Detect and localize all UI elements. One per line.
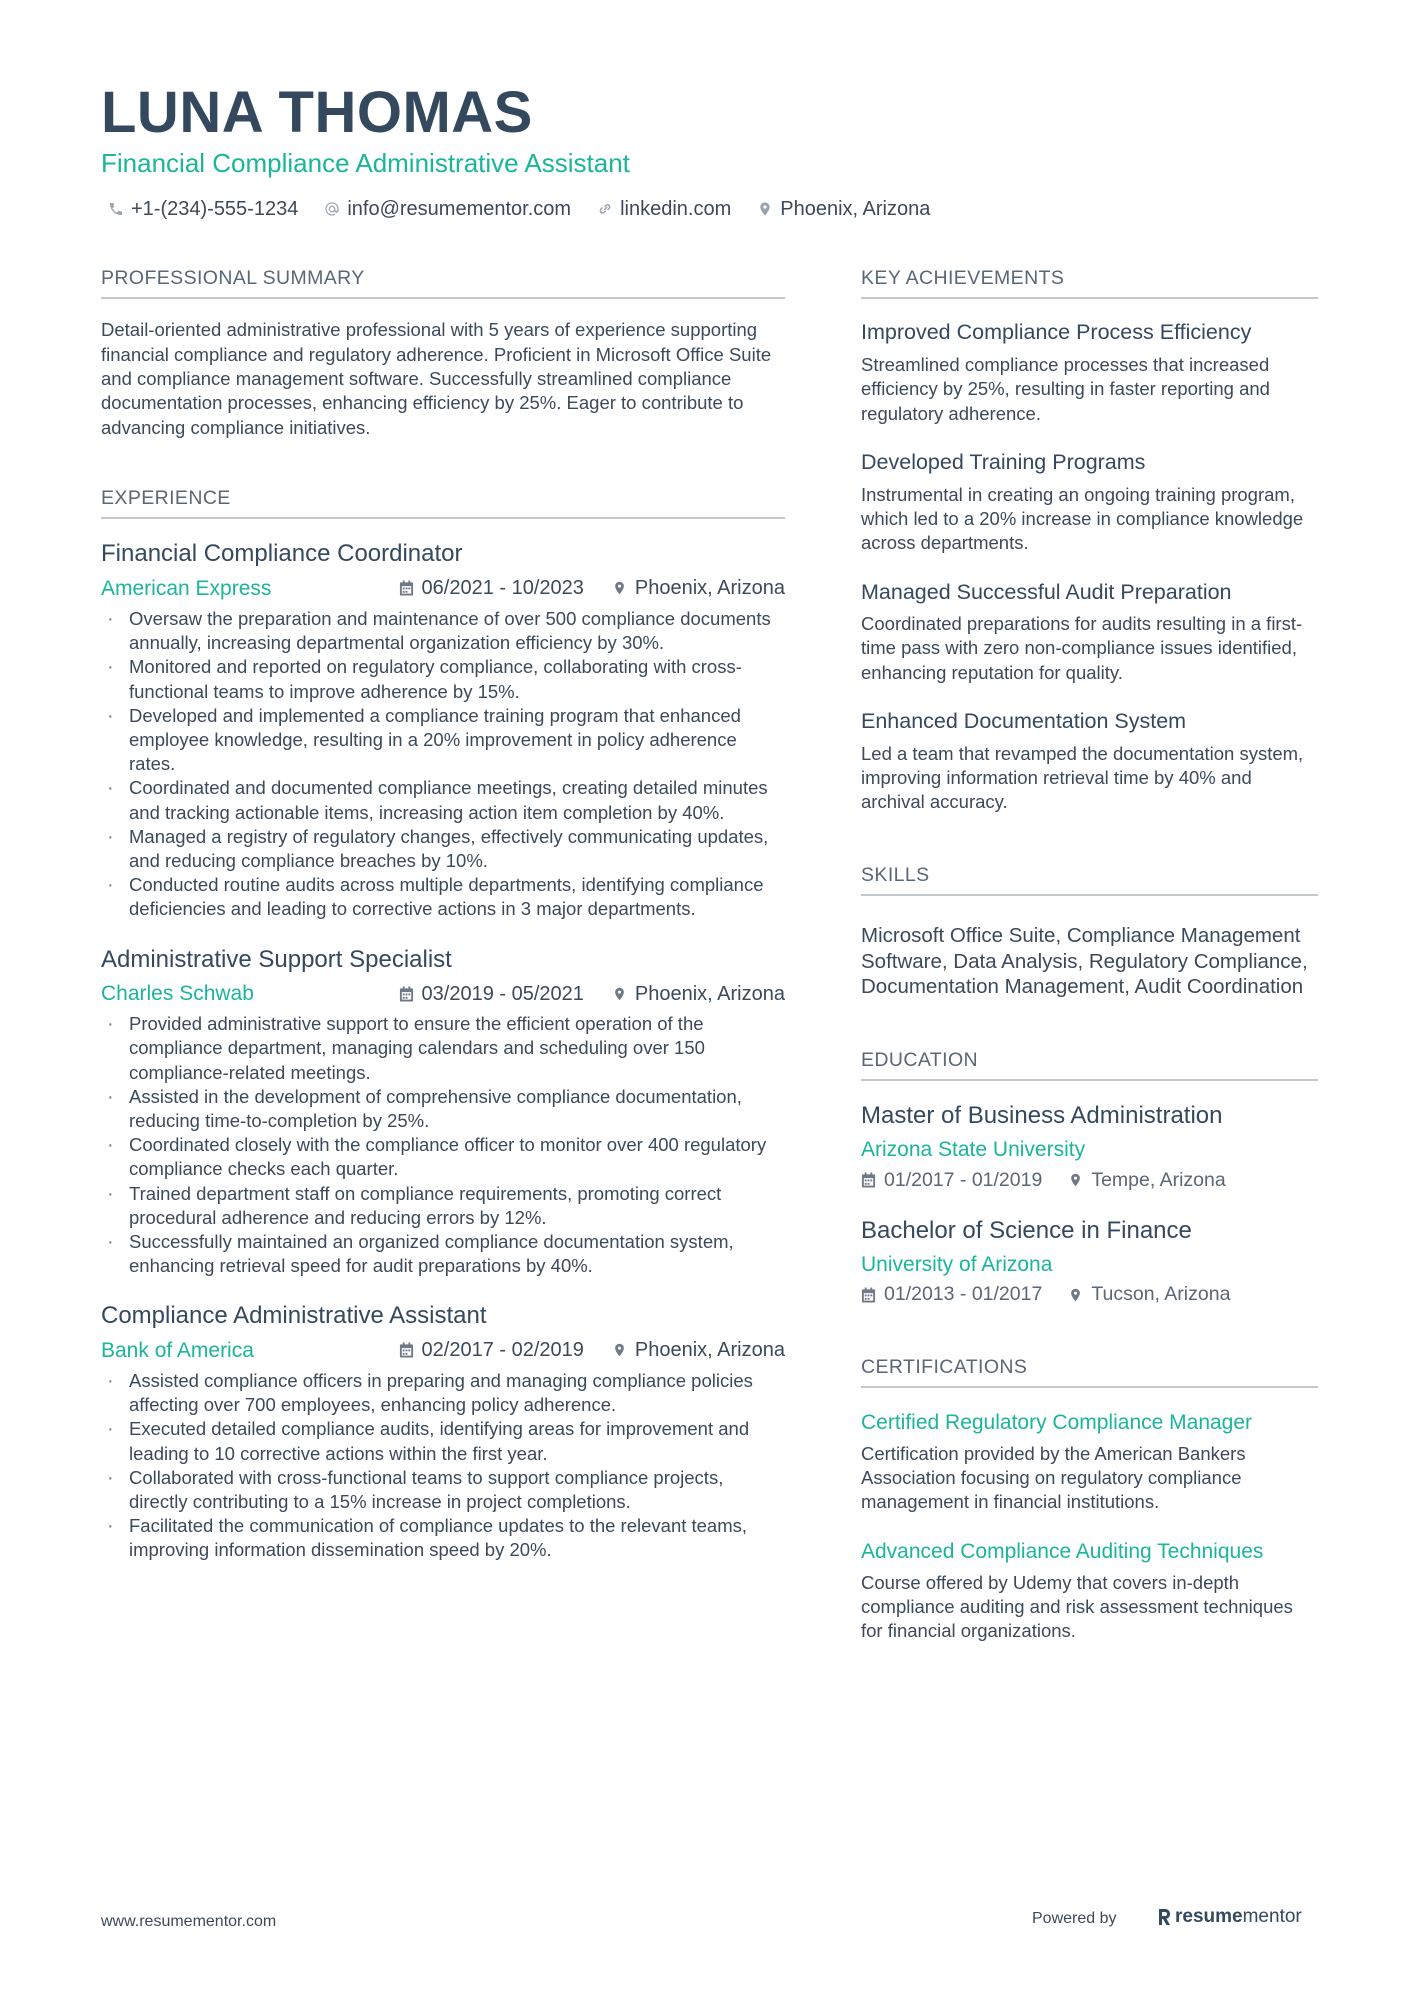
job-dates	[399, 576, 584, 600]
job-location	[612, 982, 785, 1006]
summary-heading: PROFESSIONAL SUMMARY	[101, 268, 785, 299]
skills-section	[861, 865, 1318, 1000]
footer-brand-logo[interactable]	[1157, 1906, 1302, 1928]
link-icon	[597, 201, 613, 217]
education-location: Tucson, Arizona	[1091, 1283, 1231, 1306]
summary-section	[101, 268, 785, 440]
job-bullets	[101, 1369, 785, 1563]
job-meta	[101, 981, 785, 1006]
contact-bar	[108, 199, 956, 219]
achievement-desc: Coordinated preparations for audits resulting in a first-time pass with zero non-compliance issues identified, enhancing reputation for quality.	[861, 613, 1303, 683]
job-dates-text: 02/2017 - 02/2019	[421, 1339, 584, 1362]
education-section	[861, 1050, 1318, 1307]
certifications-section	[861, 1357, 1318, 1644]
location-pin-icon	[612, 580, 627, 596]
achievement-desc: Streamlined compliance processes that increased efficiency by 25%, resulting in faster reporting and regulatory adherence.	[861, 354, 1270, 424]
job-location-text: Phoenix, Arizona	[634, 1339, 785, 1362]
calendar-icon	[399, 986, 414, 1002]
achievement-item	[861, 710, 1318, 815]
education-dates: 01/2013 - 01/2017	[884, 1283, 1043, 1306]
job-company: Bank of America	[101, 1338, 254, 1362]
job-meta-right	[399, 1338, 785, 1362]
education-item	[861, 1103, 1318, 1192]
skills-text: Microsoft Office Suite, Compliance Management Software, Data Analysis, Regulatory Compliance, Documentation Management, Audit Coordination	[861, 924, 1308, 998]
location-pin-icon	[1068, 1287, 1083, 1303]
education-degree: Master of Business Administration	[861, 1101, 1223, 1129]
job-location	[612, 576, 785, 600]
certification-item	[861, 1539, 1318, 1643]
linkedin-text: linkedin.com	[620, 198, 732, 220]
bullet-item: · Conducted routine audits across multiple departments, identifying compliance deficiencies and leading to corrective actions in 3 major departments.	[101, 873, 785, 921]
job-bullets	[101, 607, 785, 922]
location-text: Phoenix, Arizona	[780, 198, 931, 220]
footer-url[interactable]: www.resumementor.com	[101, 1913, 277, 1930]
at-icon	[324, 201, 340, 217]
certifications-heading: CERTIFICATIONS	[861, 1357, 1318, 1388]
contact-phone[interactable]	[108, 199, 298, 219]
education-location: Tempe, Arizona	[1091, 1168, 1226, 1191]
bullet-item: · Developed and implemented a compliance training program that enhanced employee knowledge, resulting in a 20% improvement in policy adherence rates.	[101, 704, 785, 777]
candidate-title: Financial Compliance Administrative Assistant	[101, 148, 630, 178]
right-column	[861, 268, 1318, 1643]
certification-title: Certified Regulatory Compliance Manager	[861, 1411, 1253, 1435]
education-heading: EDUCATION	[861, 1050, 1318, 1081]
achievement-item	[861, 581, 1318, 686]
location-pin-icon	[1068, 1172, 1083, 1188]
candidate-name: LUNA THOMAS	[101, 80, 533, 145]
bullet-item: · Coordinated closely with the compliance officer to monitor over 400 regulatory compliance checks each quarter.	[101, 1133, 785, 1181]
bullet-item: · Assisted in the development of comprehensive compliance documentation, reducing time-to-completion by 25%.	[101, 1085, 785, 1133]
skills-heading: SKILLS	[861, 865, 1318, 896]
experience-heading: EXPERIENCE	[101, 488, 785, 519]
bullet-item: · Collaborated with cross-functional teams to support compliance projects, directly contributing to a 15% increase in project completions.	[101, 1466, 785, 1514]
job-entry	[101, 541, 785, 921]
achievements-section	[861, 268, 1318, 815]
bullet-item: · Provided administrative support to ensure the efficient operation of the compliance department, managing calendars and scheduling over 150 compliance-related meetings.	[101, 1012, 785, 1085]
job-entry	[101, 947, 785, 1279]
footer-powered-by: Powered by	[1032, 1910, 1117, 1927]
education-item	[861, 1218, 1318, 1307]
certification-item	[861, 1410, 1318, 1514]
education-meta	[861, 1169, 1318, 1192]
job-entry	[101, 1303, 785, 1562]
summary-text: Detail-oriented administrative professional with 5 years of experience supporting financial compliance and regulatory adherence. Proficient in Microsoft Office Suite and compliance management software. Successfully streamlined compliance documentation processes, enhancing efficiency by 25%. Eager to contribute to advancing compliance initiatives.	[101, 319, 772, 438]
achievement-title: Enhanced Documentation System	[861, 709, 1187, 734]
job-meta	[101, 1338, 785, 1363]
email-text: info@resumementor.com	[347, 198, 572, 220]
location-pin-icon	[757, 201, 773, 217]
job-location	[612, 1338, 785, 1362]
experience-section	[101, 488, 785, 1563]
job-meta-right	[399, 576, 785, 600]
job-title: Compliance Administrative Assistant	[101, 1302, 487, 1330]
bullet-item: · Successfully maintained an organized compliance documentation system, enhancing retrieval speed for audit preparations by 40%.	[101, 1230, 785, 1278]
education-dates: 01/2017 - 01/2019	[884, 1168, 1043, 1191]
calendar-icon	[861, 1287, 876, 1303]
certification-title: Advanced Compliance Auditing Techniques	[861, 1540, 1264, 1564]
brand-bold: resume	[1175, 1906, 1243, 1927]
calendar-icon	[399, 1342, 414, 1358]
job-dates	[399, 1338, 584, 1362]
job-meta-right	[399, 982, 785, 1006]
achievement-desc: Instrumental in creating an ongoing training program, which led to a 20% increase in compliance knowledge across departments.	[861, 483, 1304, 554]
left-column	[101, 268, 785, 1563]
education-school: Arizona State University	[861, 1138, 1086, 1162]
brand-light: mentor	[1242, 1906, 1302, 1927]
education-meta	[861, 1283, 1318, 1306]
job-location-text: Phoenix, Arizona	[634, 982, 785, 1005]
bullet-item: · Managed a registry of regulatory changes, effectively communicating updates, and reducing compliance breaches by 10%.	[101, 825, 785, 873]
bullet-item: · Executed detailed compliance audits, identifying areas for improvement and leading to 10 corrective actions within the first year.	[101, 1417, 785, 1465]
bullet-item: · Assisted compliance officers in preparing and managing compliance policies affecting over 700 employees, enhancing policy adherence.	[101, 1369, 785, 1417]
contact-location	[757, 199, 930, 219]
bullet-item: · Oversaw the preparation and maintenance of over 500 compliance documents annually, increasing departmental organization efficiency by 30%.	[101, 607, 785, 655]
contact-linkedin[interactable]	[597, 199, 731, 219]
location-pin-icon	[612, 986, 627, 1002]
job-company: American Express	[101, 576, 272, 600]
achievement-item	[861, 451, 1318, 556]
achievement-desc: Led a team that revamped the documentation system, improving information retrieval time by 40% and archival accuracy.	[861, 742, 1304, 813]
job-dates-text: 06/2021 - 10/2023	[421, 577, 584, 600]
certification-desc: Course offered by Udemy that covers in-depth compliance auditing and risk assessment techniques for financial organizations.	[861, 1571, 1293, 1642]
education-school: University of Arizona	[861, 1253, 1053, 1277]
bullet-item: · Coordinated and documented compliance meetings, creating detailed minutes and tracking actionable items, increasing action item completion by 40%.	[101, 776, 785, 824]
bullet-item: · Monitored and reported on regulatory compliance, collaborating with cross-functional teams to improve adherence by 15%.	[101, 655, 785, 703]
job-meta	[101, 576, 785, 601]
job-dates	[399, 982, 584, 1006]
calendar-icon	[399, 580, 414, 596]
job-title: Administrative Support Specialist	[101, 945, 452, 973]
bullet-item: · Facilitated the communication of compliance updates to the relevant teams, improving information dissemination speed by 20%.	[101, 1514, 785, 1562]
education-degree: Bachelor of Science in Finance	[861, 1216, 1192, 1244]
achievement-title: Improved Compliance Process Efficiency	[861, 320, 1252, 345]
achievement-item	[861, 321, 1318, 426]
brand-logo-icon	[1157, 1907, 1171, 1927]
job-company: Charles Schwab	[101, 981, 254, 1005]
job-dates-text: 03/2019 - 05/2021	[421, 982, 584, 1005]
achievements-heading: KEY ACHIEVEMENTS	[861, 268, 1318, 299]
job-bullets	[101, 1012, 785, 1278]
phone-text: +1-(234)-555-1234	[131, 198, 299, 220]
certification-desc: Certification provided by the American Bankers Association focusing on regulatory compliance management in financial institutions.	[861, 1442, 1246, 1513]
achievement-title: Managed Successful Audit Preparation	[861, 579, 1232, 604]
contact-email[interactable]	[324, 199, 571, 219]
calendar-icon	[861, 1172, 876, 1188]
phone-icon	[108, 201, 124, 217]
bullet-item: · Trained department staff on compliance requirements, promoting correct procedural adherence and reducing errors by 12%.	[101, 1182, 785, 1230]
achievement-title: Developed Training Programs	[861, 449, 1146, 474]
location-pin-icon	[612, 1342, 627, 1358]
job-location-text: Phoenix, Arizona	[634, 577, 785, 600]
job-title: Financial Compliance Coordinator	[101, 540, 463, 568]
